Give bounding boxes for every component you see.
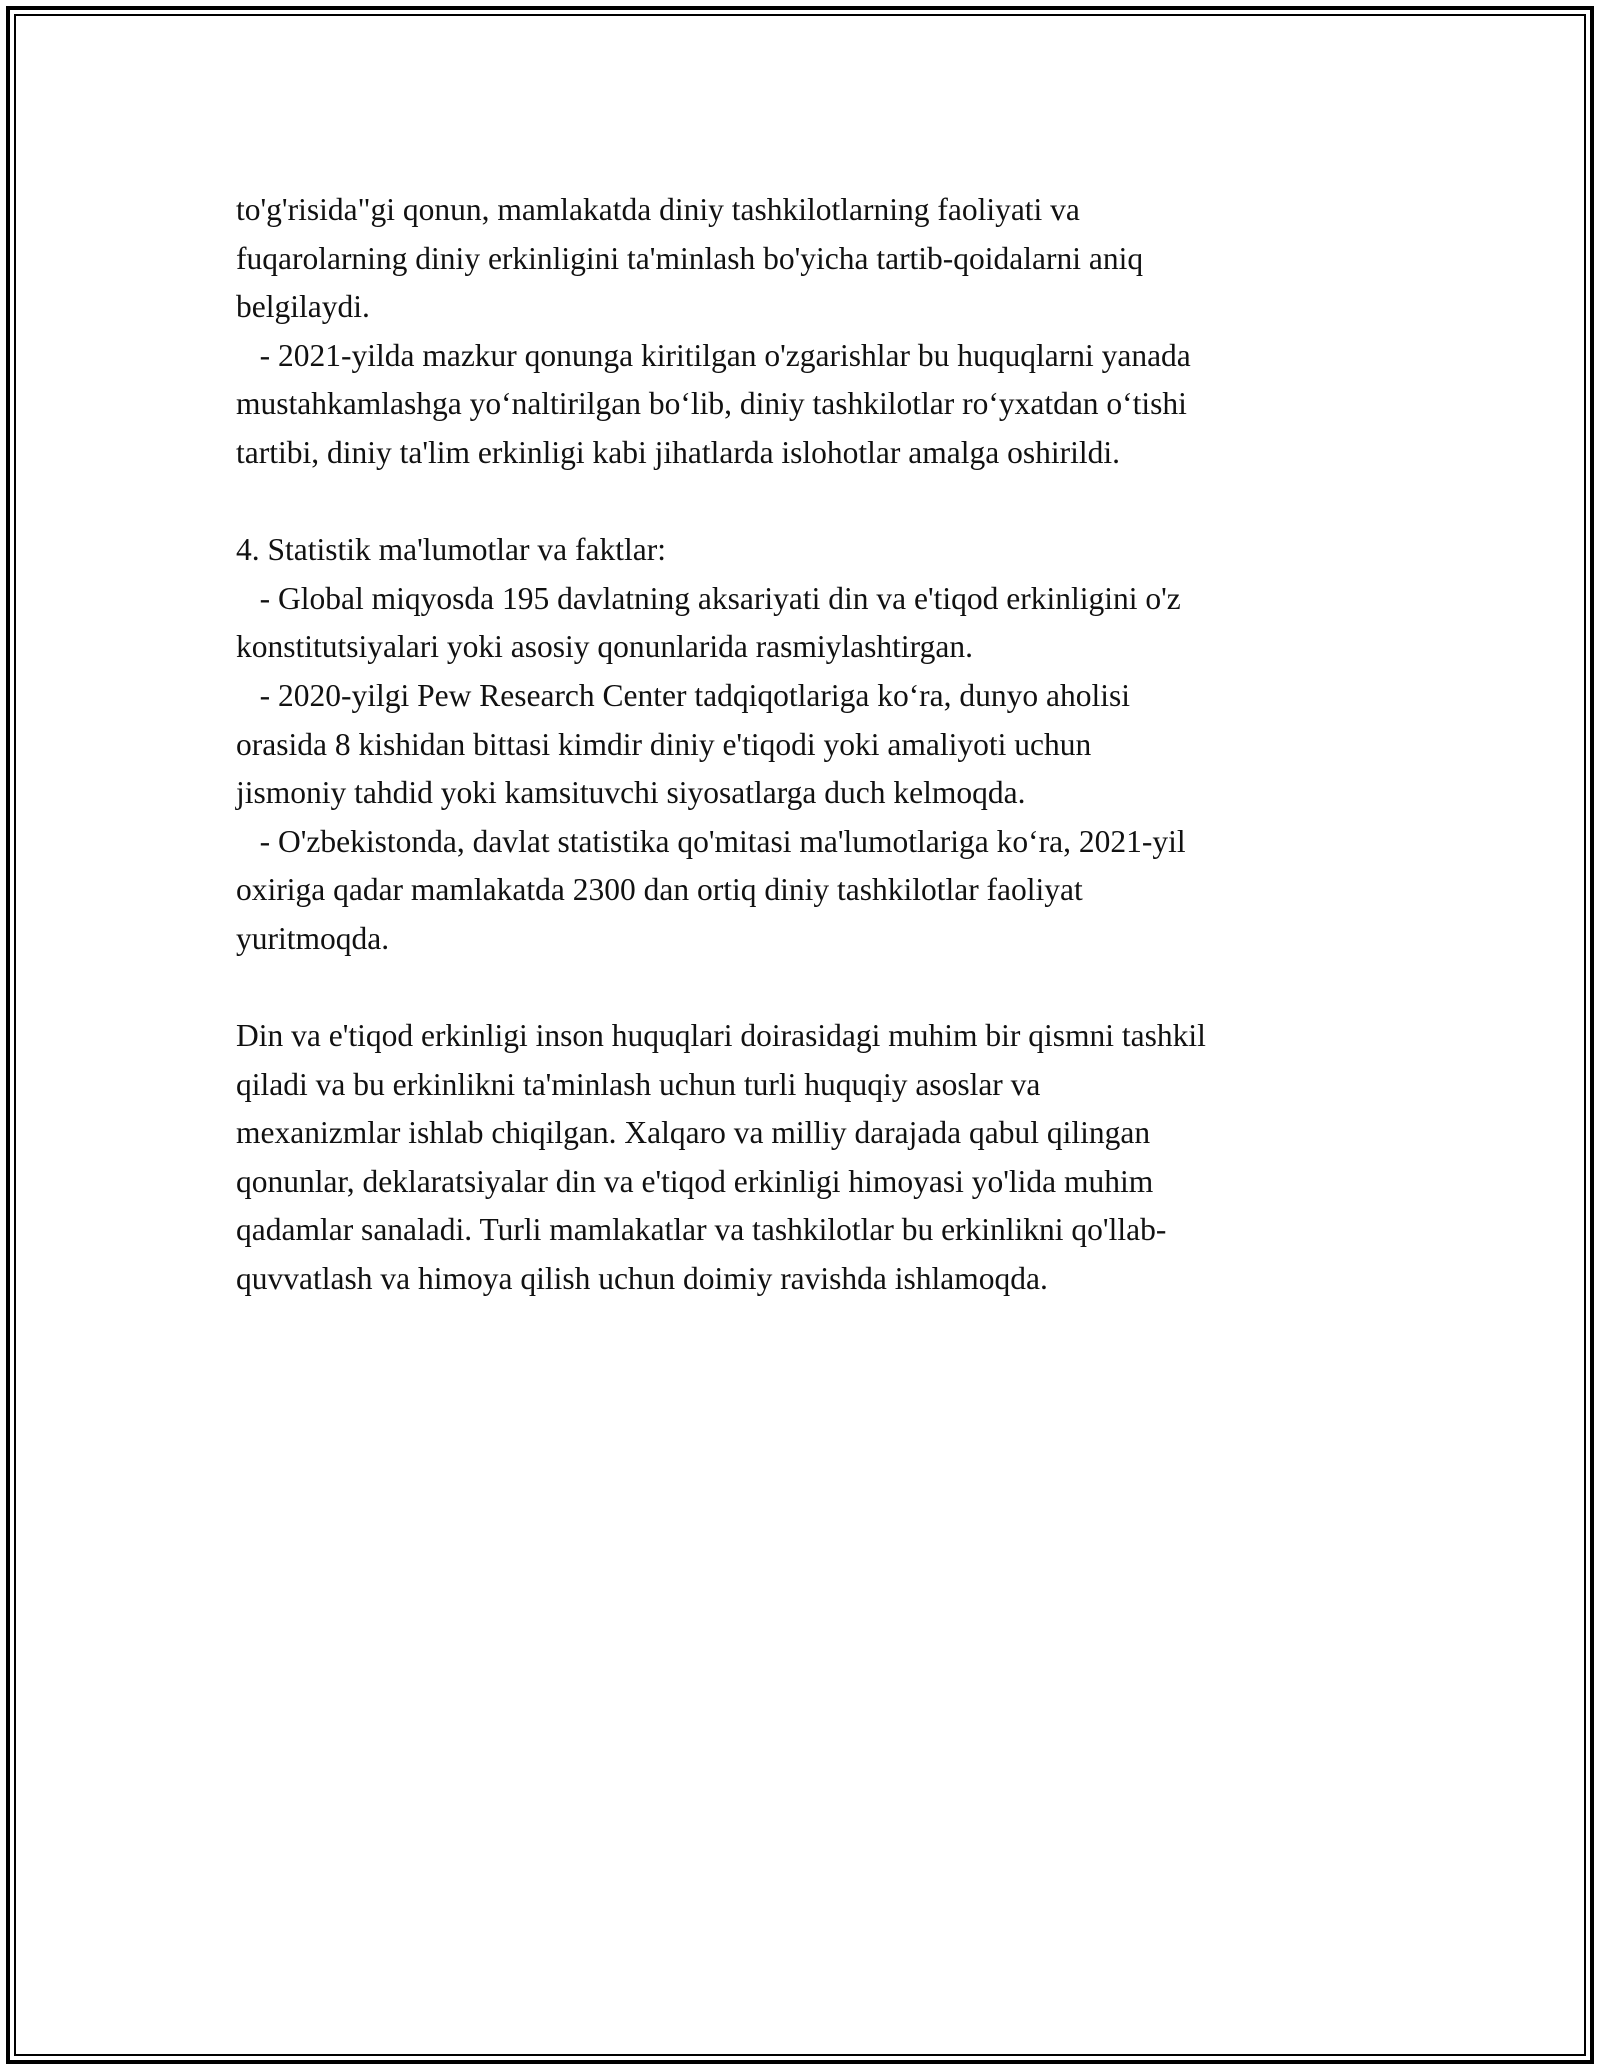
list-item-line: - 2020-yilgi Pew Research Center tadqiqotlariga ko‘ra, dunyo aholisi — [236, 677, 1131, 713]
paragraph-conclusion — [236, 1012, 1386, 1304]
section-heading: 4. Statistik ma'lumotlar va faktlar: — [236, 532, 666, 568]
paragraph-spacer — [236, 478, 1386, 527]
text-line: mustahkamlashga yo‘naltirilgan bo‘lib, diniy tashkilotlar ro‘yxatdan o‘tishi — [236, 386, 1187, 422]
text-line: qiladi va bu erkinlikni ta'minlash uchun turli huquqiy asoslar va — [236, 1066, 1041, 1102]
document-body — [236, 186, 1386, 1304]
section-statistics — [236, 526, 1386, 963]
text-line: to'g'risida"gi qonun, mamlakatda diniy tashkilotlarning faoliyati va — [236, 192, 1080, 227]
text-line: tartibi, diniy ta'lim erkinligi kabi jihatlarda islohotlar amalga oshirildi. — [236, 434, 1120, 470]
text-line: orasida 8 kishidan bittasi kimdir diniy e'tiqodi yoki amaliyoti uchun — [236, 726, 1092, 762]
text-line: belgilaydi. — [236, 289, 370, 325]
list-item-line: - 2021-yilda mazkur qonunga kiritilgan o'zgarishlar bu huquqlarni yanada — [236, 337, 1191, 373]
paragraph-law — [236, 186, 1386, 478]
list-item-line: - Global miqyosda 195 davlatning aksariyati din va e'tiqod erkinligini o'z — [236, 580, 1181, 616]
text-line: quvvatlash va himoya qilish uchun doimiy ravishda ishlamoqda. — [236, 1261, 1048, 1297]
paragraph-spacer — [236, 964, 1386, 1013]
text-line: jismoniy tahdid yoki kamsituvchi siyosatlarga duch kelmoqda. — [236, 775, 1026, 811]
text-line: yuritmoqda. — [236, 920, 390, 956]
text-line: qonunlar, deklaratsiyalar din va e'tiqod erkinligi himoyasi yo'lida muhim — [236, 1163, 1154, 1199]
text-line: fuqarolarning diniy erkinligini ta'minlash bo'yicha tartib-qoidalarni aniq — [236, 240, 1144, 276]
text-line: mexanizmlar ishlab chiqilgan. Xalqaro va milliy darajada qabul qilingan — [236, 1115, 1151, 1151]
text-line: oxiriga qadar mamlakatda 2300 dan ortiq diniy tashkilotlar faoliyat — [236, 872, 1083, 908]
text-line: qadamlar sanaladi. Turli mamlakatlar va tashkilotlar bu erkinlikni qo'llab- — [236, 1212, 1167, 1248]
list-item-line: - O'zbekistonda, davlat statistika qo'mitasi ma'lumotlariga ko‘ra, 2021-yil — [236, 823, 1186, 859]
text-line: Din va e'tiqod erkinligi inson huquqlari doirasidagi muhim bir qismni tashkil — [236, 1018, 1206, 1054]
text-line: konstitutsiyalari yoki asosiy qonunlarida rasmiylashtirgan. — [236, 629, 973, 665]
